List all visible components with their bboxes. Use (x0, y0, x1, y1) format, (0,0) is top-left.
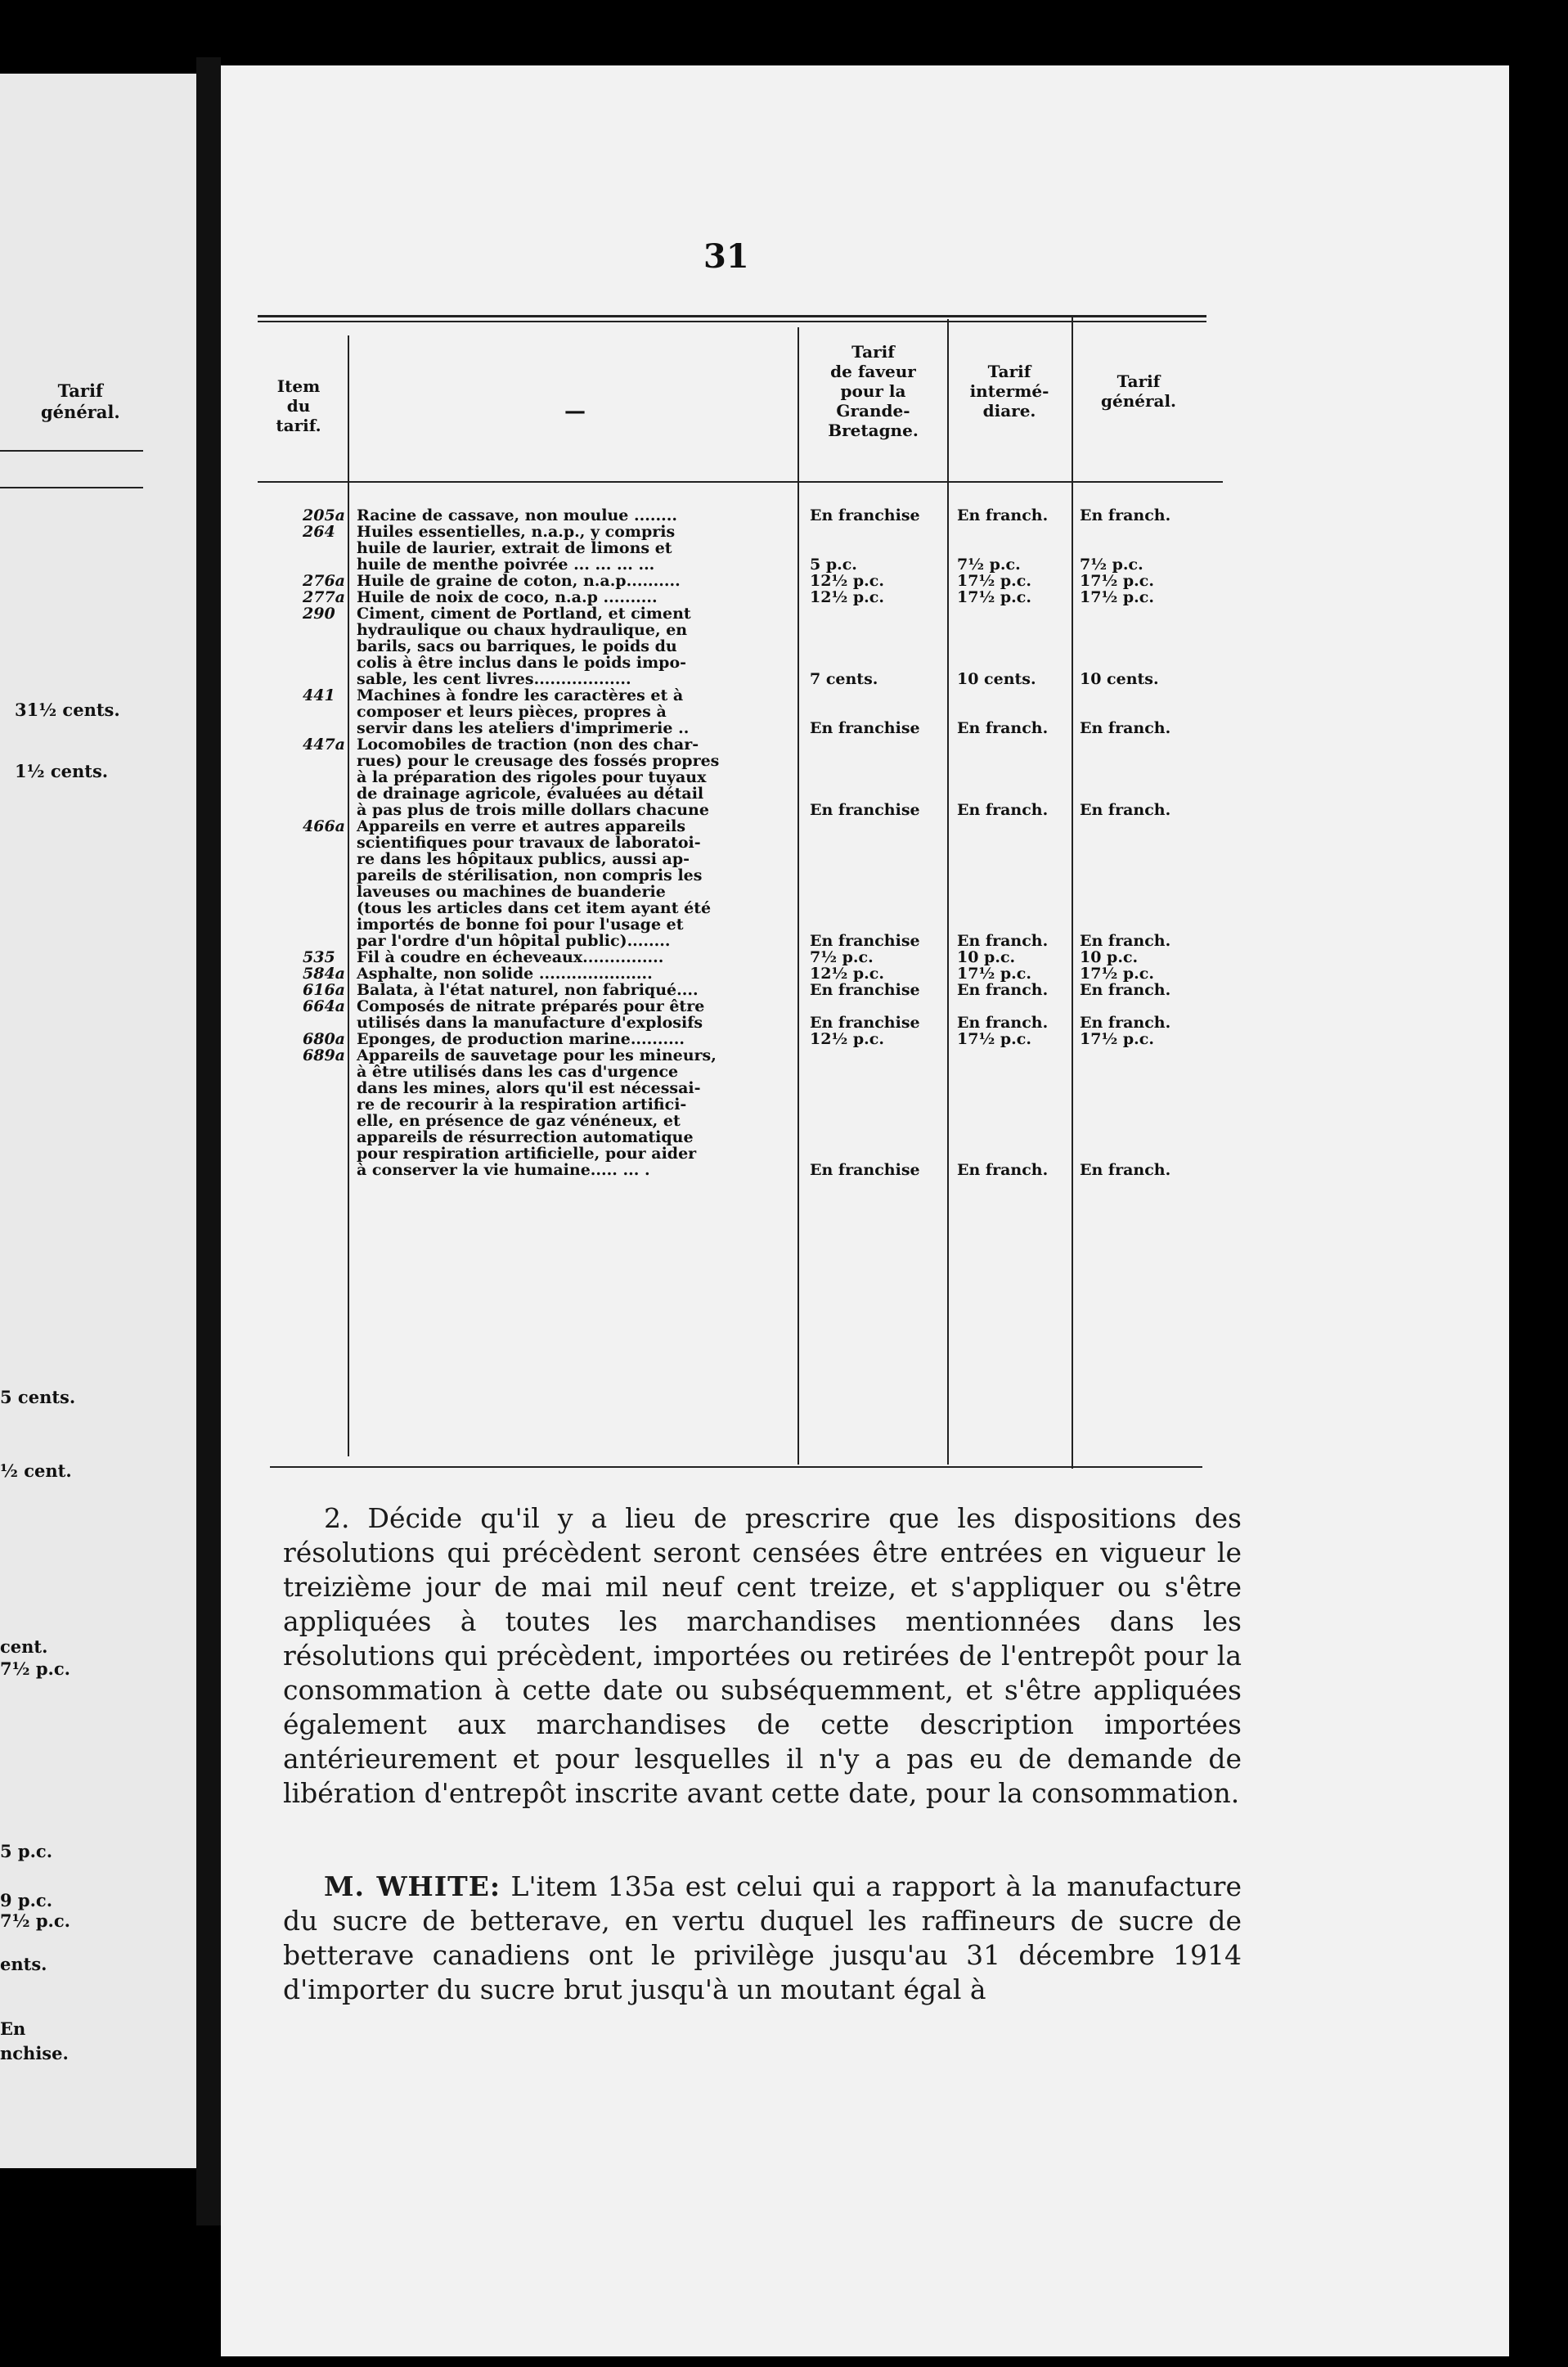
tarif-faveur-value: En franchise (810, 801, 920, 819)
page-number: 31 (703, 237, 749, 276)
adjacent-page (0, 74, 196, 2168)
column-rule (348, 335, 349, 1456)
item-description: Asphalte, non solide ..................... (357, 965, 653, 983)
item-number: 290 (303, 605, 335, 623)
header-faveur: Tarif de faveur pour la Grande- Bretagne. (828, 342, 919, 440)
tarif-general-value: En franch. (1080, 719, 1171, 737)
adjacent-page-rule (0, 487, 143, 488)
tarif-general-value: En franch. (1080, 1014, 1171, 1032)
column-rule (797, 327, 799, 1465)
header-general: Tarif général. (1100, 371, 1177, 411)
adjacent-fragment: nchise. (0, 2043, 69, 2063)
tarif-intermediaire-value: 17½ p.c. (957, 588, 1031, 606)
item-number: 447a (303, 736, 345, 754)
adjacent-fragment: ents. (0, 1954, 47, 1974)
adjacent-fragment: 7½ p.c. (0, 1910, 70, 1931)
adjacent-fragment: 9 p.c. (0, 1890, 53, 1910)
tarif-general-value: 17½ p.c. (1080, 588, 1154, 606)
page-gutter (196, 57, 221, 2225)
item-description: Appareils en verre et autres appareils scientifiques pour travaux de laboratoi- re dans les hôpitaux publics, aussi ap- pareils de stérilisation, non compris les laveuses ou machines de buanderie (tous les articles dans cet item ayant été importés de bonne foi pour l'usage et par l'ordre d'un hôpital public)........ (357, 817, 712, 950)
tarif-intermediaire-value: En franch. (957, 932, 1049, 950)
tarif-faveur-value: En franchise (810, 506, 920, 524)
adjacent-fragment: 5 p.c. (0, 1841, 53, 1861)
item-number: 535 (303, 948, 335, 966)
adjacent-fragment: ½ cent. (0, 1460, 72, 1481)
item-description: Appareils de sauvetage pour les mineurs, à être utilisés dans les cas d'urgence dans les mines, alors qu'il est nécessai- re de recourir à la respiration artifici- elle, en présence de gaz vénéneux, et appareils de résurrection automatique pour respiration artificielle, pour aider à conserver la vie humaine..... ... . (357, 1046, 717, 1179)
column-rule (1072, 315, 1073, 1469)
tarif-faveur-value: 7 cents. (810, 670, 878, 688)
item-number: 466a (303, 817, 345, 835)
paragraph-3-text: L'item 135a est celui qui a rapport à la manufacture du sucre de betterave, en vertu duquel les raffineurs de sucre de betterave canadiens ont le privilège jusqu'au 31 décembre 1914 d'importer du sucre brut jusqu'à un moutant égal à (283, 1870, 1242, 2005)
tarif-faveur-value: 12½ p.c. (810, 965, 884, 983)
tarif-intermediaire-value: En franch. (957, 506, 1049, 524)
item-number: 584a (303, 965, 345, 983)
adjacent-fragment: cent. (0, 1636, 48, 1657)
item-number: 616a (303, 981, 345, 999)
adjacent-page-rule (0, 450, 143, 452)
document-page (221, 65, 1509, 2356)
item-number: 276a (303, 572, 345, 590)
adjacent-fragment: En (0, 2018, 26, 2039)
item-number: 689a (303, 1046, 345, 1064)
item-description: Fil à coudre en écheveaux............... (357, 948, 664, 966)
tarif-intermediaire-value: 17½ p.c. (957, 1030, 1031, 1048)
item-number: 264 (303, 523, 335, 541)
item-description: Eponges, de production marine.......... (357, 1030, 685, 1048)
adjacent-page-header: Tarif général. (41, 380, 120, 422)
item-description: Composés de nitrate préparés pour être utilisés dans la manufacture d'explosifs (357, 997, 705, 1032)
item-number: 205a (303, 506, 345, 524)
tarif-intermediaire-value: En franch. (957, 801, 1049, 819)
tarif-general-value: En franch. (1080, 981, 1171, 999)
adjacent-fragment: 7½ p.c. (0, 1658, 70, 1679)
item-number: 277a (303, 588, 345, 606)
tarif-intermediaire-value: En franch. (957, 981, 1049, 999)
adjacent-fragment: 31½ cents. (15, 700, 120, 720)
item-description: Balata, à l'état naturel, non fabriqué.... (357, 981, 699, 999)
tarif-general-value: 10 p.c. (1080, 948, 1139, 966)
table-top-rule (258, 321, 1206, 322)
column-rule (947, 319, 949, 1465)
speaker-name: M. WHITE: (324, 1870, 501, 1902)
table-bottom-rule (270, 1466, 1202, 1468)
tarif-intermediaire-value: 10 p.c. (957, 948, 1016, 966)
tarif-faveur-value: En franchise (810, 1161, 920, 1179)
header-item: Item du tarif. (276, 376, 321, 435)
tarif-faveur-value: 12½ p.c. (810, 588, 884, 606)
tarif-intermediaire-value: 7½ p.c. (957, 556, 1021, 574)
tarif-general-value: 17½ p.c. (1080, 572, 1154, 590)
tarif-general-value: En franch. (1080, 932, 1171, 950)
header-intermediaire: Tarif intermé- diare. (969, 362, 1049, 421)
adjacent-fragment: 1½ cents. (15, 761, 109, 781)
item-description: Huiles essentielles, n.a.p., y compris huile de laurier, extrait de limons et huile de menthe poivrée ... ... ... ... (357, 523, 676, 574)
tarif-faveur-value: En franchise (810, 981, 920, 999)
item-description: Huile de noix de coco, n.a.p .......... (357, 588, 658, 606)
tarif-general-value: En franch. (1080, 1161, 1171, 1179)
tarif-faveur-value: 5 p.c. (810, 556, 857, 574)
tarif-faveur-value: 12½ p.c. (810, 572, 884, 590)
item-description: Huile de graine de coton, n.a.p.......... (357, 572, 681, 590)
item-description: Locomobiles de traction (non des char- rues) pour le creusage des fossés propres à la préparation des rigoles pour tuyaux de drainage agricole, évaluées au détail à pas plus de trois mille dollars chacune (357, 736, 720, 819)
table-top-rule (258, 315, 1206, 317)
tarif-faveur-value: En franchise (810, 1014, 920, 1032)
tarif-faveur-value: En franchise (810, 932, 920, 950)
header-description: — (564, 399, 586, 424)
paragraph-3 (283, 1870, 1242, 2007)
tarif-intermediaire-value: En franch. (957, 719, 1049, 737)
item-description: Ciment, ciment de Portland, et ciment hydraulique ou chaux hydraulique, en barils, sacs ou barriques, le poids du colis à être inclus dans le poids impo- sable, les cent livres.................. (357, 605, 691, 688)
item-number: 441 (303, 686, 335, 704)
tarif-general-value: 17½ p.c. (1080, 965, 1154, 983)
item-number: 664a (303, 997, 345, 1015)
tarif-general-value: 17½ p.c. (1080, 1030, 1154, 1048)
tarif-intermediaire-value: 17½ p.c. (957, 572, 1031, 590)
tarif-general-value: 7½ p.c. (1080, 556, 1143, 574)
tarif-general-value: En franch. (1080, 506, 1171, 524)
tarif-general-value: En franch. (1080, 801, 1171, 819)
tarif-faveur-value: En franchise (810, 719, 920, 737)
tarif-faveur-value: 7½ p.c. (810, 948, 874, 966)
header-rule (258, 481, 1223, 483)
tarif-intermediaire-value: 17½ p.c. (957, 965, 1031, 983)
tarif-intermediaire-value: En franch. (957, 1014, 1049, 1032)
adjacent-fragment: 5 cents. (0, 1387, 76, 1407)
tarif-intermediaire-value: 10 cents. (957, 670, 1036, 688)
tarif-faveur-value: 12½ p.c. (810, 1030, 884, 1048)
tarif-intermediaire-value: En franch. (957, 1161, 1049, 1179)
item-description: Machines à fondre les caractères et à composer et leurs pièces, propres à servir dans les ateliers d'imprimerie .. (357, 686, 690, 737)
item-number: 680a (303, 1030, 345, 1048)
paragraph-2: 2. Décide qu'il y a lieu de prescrire que les dispositions des résolutions qui précèdent seront censées être entrées en vigueur le treizième jour de mai mil neuf cent treize, et s'appliquer ou s'être appliquées à toutes les marchandises mentionnées dans les résolutions qui précèdent, importées ou retirées de l'entrepôt pour la consommation à cette date ou subséquemment, et s'être appliquées également aux marchandises de cette description importées antérieurement et pour lesquelles il n'y a pas eu de demande de libération d'entrepôt inscrite avant cette date, pour la consommation. (283, 1502, 1242, 1809)
tarif-general-value: 10 cents. (1080, 670, 1159, 688)
item-description: Racine de cassave, non moulue ........ (357, 506, 677, 524)
